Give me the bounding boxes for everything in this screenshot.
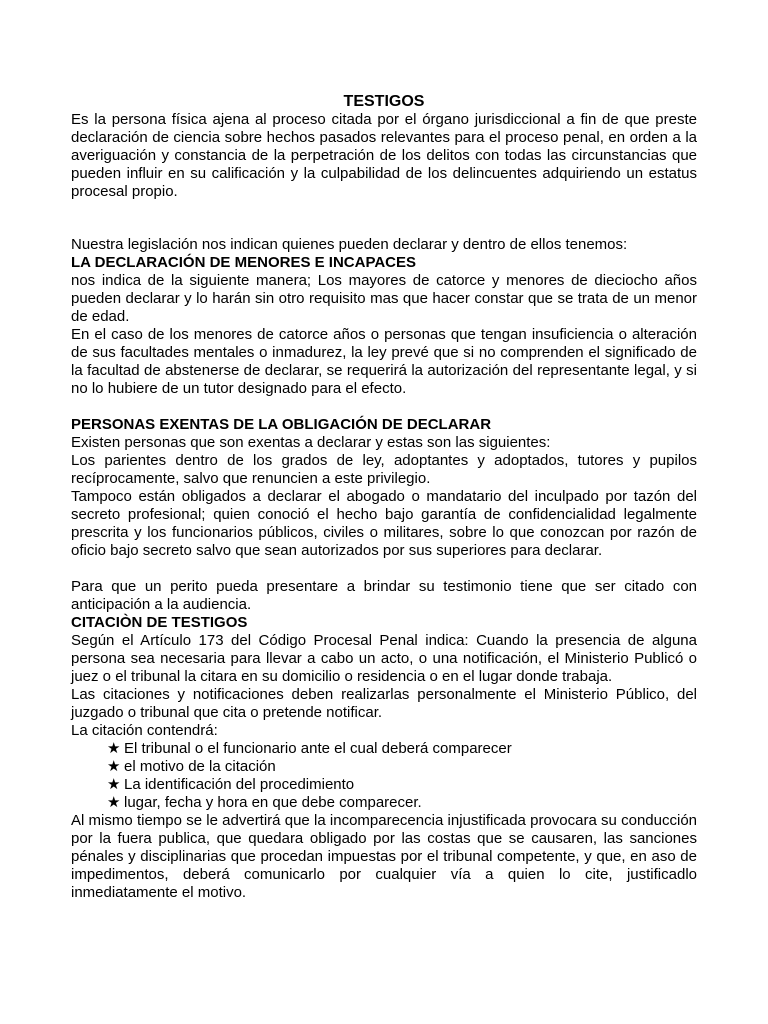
document-title: TESTIGOS [343, 93, 425, 110]
list-item-text: el motivo de la citación [124, 758, 276, 775]
list-item [107, 794, 697, 812]
citacion-paragraph-4: Al mismo tiempo se le advertirá que la incomparecencia injustificada provocara su conducción por la fuera publica, que quedara obligado por las costas que se causaren, las sanciones pénales y disciplinarias que procedan impuestas por el tribunal competente, y que, en aso de impedimentos, deberá comunicarlo por cualquier vía a quien lo cite, justificadlo inmediatamente el motivo. [71, 812, 697, 901]
star-icon: ★ [107, 776, 121, 793]
exentas-paragraph-3: Tampoco están obligados a declarar el abogado o mandatario del inculpado por tazón del secreto profesional; quien conoció el hecho bajo garantía de confidencialidad legalmente prescrita y los funcionarios públicos, civiles o militares, sobre lo que conozcan por razón de oficio bajo secreto salvo que sean autorizados por sus superiores para declarar. [71, 488, 697, 559]
menores-paragraph-1: nos indica de la siguiente manera; Los mayores de catorce y menores de dieciocho años pueden declarar y lo harán sin otro requisito mas que hacer constar que se trata de un menor de edad. [71, 272, 697, 325]
menores-paragraph-2: En el caso de los menores de catorce años o personas que tengan insuficiencia o alteración de sus facultades mentales o inmadurez, la ley prevé que si no comprenden el significado de la facultad de abstenerse de declarar, se requerirá la autorización del representante legal, y si no lo hubiere de un tutor designado para el efecto. [71, 326, 697, 397]
section-heading-citacion: CITACIÒN DE TESTIGOS [71, 614, 248, 631]
section-heading-exentas: PERSONAS EXENTAS DE LA OBLIGACIÓN DE DECLARAR [71, 416, 492, 433]
exentas-paragraph-1: Existen personas que son exentas a declarar y estas son las siguientes: [71, 434, 551, 451]
document-page [71, 92, 697, 902]
star-icon: ★ [107, 758, 121, 775]
section-heading-menores: LA DECLARACIÓN DE MENORES E INCAPACES [71, 254, 417, 271]
list-item-text: El tribunal o el funcionario ante el cual deberá comparecer [124, 740, 512, 757]
citacion-paragraph-1: Según el Artículo 173 del Código Procesal Penal indica: Cuando la presencia de alguna persona sea necesaria para llevar a cabo un acto, o una notificación, el Ministerio Publicó o juez o el tribunal la citara en su domicilio o residencia o en el lugar donde trabaja. [71, 632, 697, 685]
list-item [107, 758, 697, 776]
spacer [71, 201, 697, 236]
star-icon: ★ [107, 794, 121, 811]
list-item [107, 776, 697, 794]
star-icon: ★ [107, 740, 121, 757]
perito-paragraph: Para que un perito pueda presentare a brindar su testimonio tiene que ser citado con anticipación a la audiencia. [71, 578, 697, 613]
legislation-line: Nuestra legislación nos indican quienes pueden declarar y dentro de ellos tenemos: [71, 236, 628, 253]
spacer [71, 398, 697, 416]
list-item-text: lugar, fecha y hora en que debe comparecer. [124, 794, 422, 811]
citacion-paragraph-3: La citación contendrá: [71, 722, 218, 739]
intro-paragraph: Es la persona física ajena al proceso citada por el órgano jurisdiccional a fin de que preste declaración de ciencia sobre hechos pasados relevantes para el proceso penal, en orden a la averiguación y constancia de la perpetración de los delitos con todas las circunstancias que pueden influir en su calificación y la culpabilidad de los delincuentes adquiriendo un estatus procesal propio. [71, 111, 697, 200]
list-item-text: La identificación del procedimiento [124, 776, 355, 793]
citacion-list [71, 740, 697, 812]
citacion-paragraph-2: Las citaciones y notificaciones deben realizarlas personalmente el Ministerio Público, del juzgado o tribunal que cita o pretende notificar. [71, 686, 697, 721]
list-item [107, 740, 697, 758]
exentas-paragraph-2: Los parientes dentro de los grados de ley, adoptantes y adoptados, tutores y pupilos recíprocamente, salvo que renuncien a este privilegio. [71, 452, 697, 487]
spacer [71, 560, 697, 578]
